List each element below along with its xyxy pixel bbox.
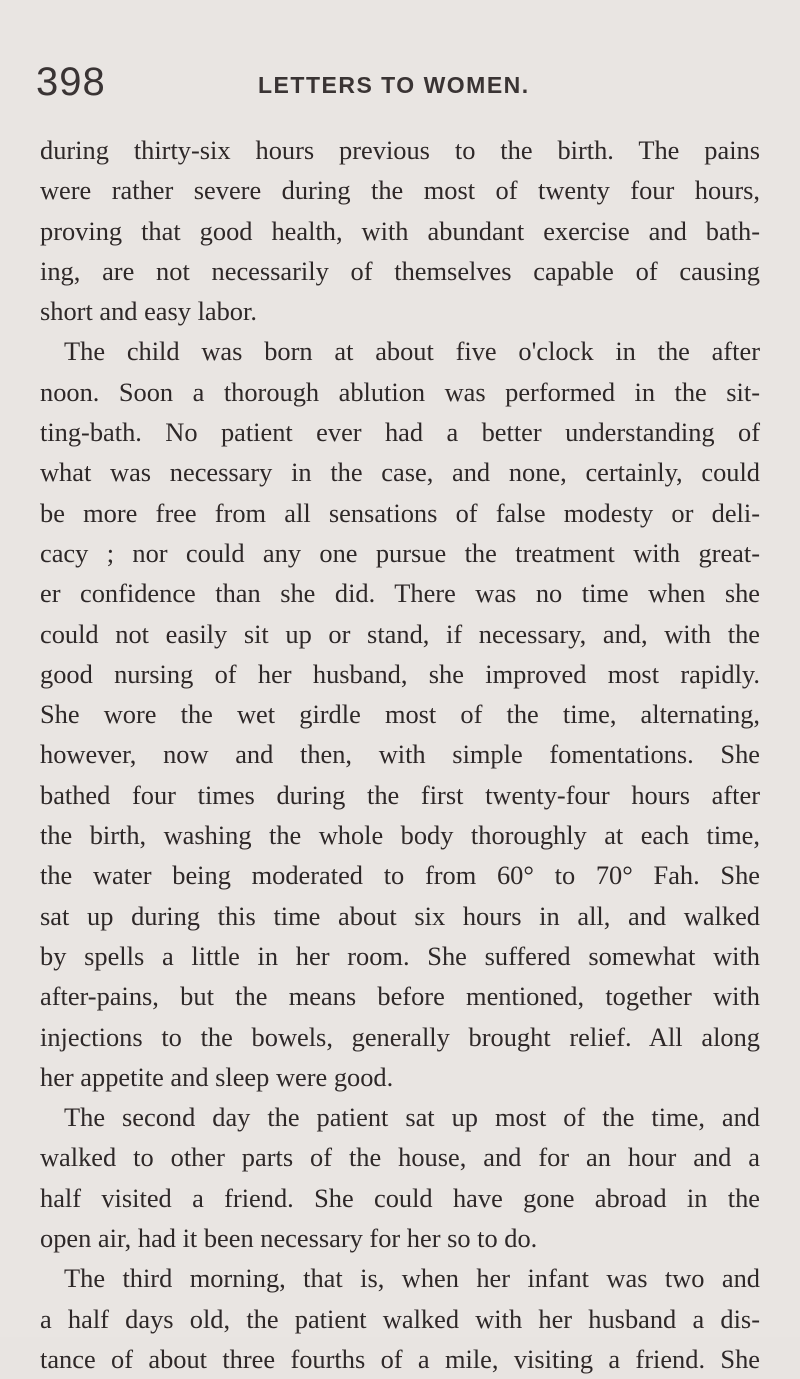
page-header bbox=[36, 60, 756, 104]
text-line: open air, had it been necessary for her so to do. bbox=[40, 1223, 538, 1254]
text-line: ing, are not necessarily of themselves capable of causing bbox=[40, 255, 760, 286]
text-line: were rather severe during the most of twenty four hours, bbox=[40, 175, 760, 206]
text-line: sat up during this time about six hours in all, and walked bbox=[40, 900, 760, 931]
text-line: er confidence than she did. There was no time when she bbox=[40, 578, 760, 609]
running-head: LETTERS TO WOMEN. bbox=[258, 72, 530, 98]
text-line: be more free from all sensations of false modesty or deli- bbox=[40, 497, 760, 528]
text-line: the birth, washing the whole body thoroughly at each time, bbox=[40, 820, 760, 851]
text-line: ting-bath. No patient ever had a better understanding of bbox=[40, 417, 760, 448]
text-line: good nursing of her husband, she improved most rapidly. bbox=[40, 658, 760, 689]
text-line: noon. Soon a thorough ablution was performed in the sit- bbox=[40, 376, 760, 407]
text-line: cacy ; nor could any one pursue the treatment with great- bbox=[40, 537, 760, 568]
text-line: the water being moderated to from 60° to 70° Fah. She bbox=[40, 860, 760, 891]
text-line: what was necessary in the case, and none, certainly, could bbox=[40, 457, 760, 488]
text-line: half visited a friend. She could have gone abroad in the bbox=[40, 1182, 760, 1213]
text-line: tance of about three fourths of a mile, visiting a friend. She bbox=[40, 1343, 760, 1374]
text-line: proving that good health, with abundant exercise and bath- bbox=[40, 215, 760, 246]
text-line: injections to the bowels, generally brought relief. All along bbox=[40, 1021, 760, 1052]
text-line: however, now and then, with simple fomentations. She bbox=[40, 739, 760, 770]
text-line: a half days old, the patient walked with her husband a dis- bbox=[40, 1303, 760, 1334]
text-line: bathed four times during the first twenty-four hours after bbox=[40, 779, 760, 810]
text-line: her appetite and sleep were good. bbox=[40, 1061, 394, 1092]
paragraph-start-line: The second day the patient sat up most of the time, and bbox=[64, 1102, 760, 1133]
text-line: by spells a little in her room. She suffered somewhat with bbox=[40, 940, 760, 971]
text-line: after-pains, but the means before mentioned, together with bbox=[40, 981, 760, 1012]
text-line: during thirty-six hours previous to the birth. The pains bbox=[40, 135, 760, 165]
text-line: short and easy labor. bbox=[40, 296, 257, 327]
paragraph-start-line: The child was born at about five o'clock in the after bbox=[64, 336, 760, 367]
text-line: could not easily sit up or stand, if necessary, and, with the bbox=[40, 618, 760, 649]
text-line: walked to other parts of the house, and for an hour and a bbox=[40, 1142, 760, 1173]
body-text bbox=[40, 130, 760, 1379]
page-number: 398 bbox=[36, 60, 106, 104]
text-line: She wore the wet girdle most of the time, alternating, bbox=[40, 699, 760, 730]
paragraph-start-line: The third morning, that is, when her infant was two and bbox=[64, 1263, 760, 1294]
